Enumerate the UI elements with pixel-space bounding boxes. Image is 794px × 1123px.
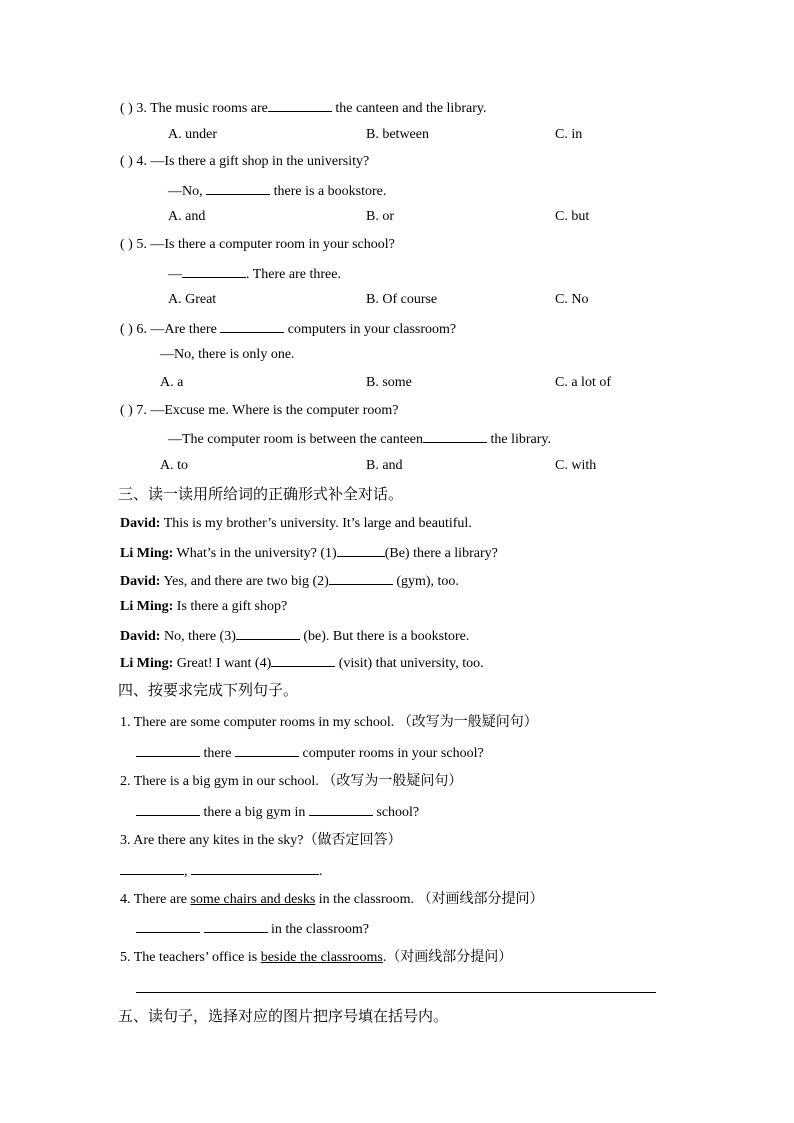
task-5: 5. The teachers’ office is beside the classrooms.（对画线部分提问） bbox=[120, 949, 513, 965]
section-4-title: 四、按要求完成下列句子。 bbox=[118, 681, 299, 699]
answer-blank[interactable] bbox=[337, 543, 385, 557]
task-4: 4. There are some chairs and desks in the classroom. （对画线部分提问） bbox=[120, 891, 544, 907]
option-c[interactable]: C. but bbox=[555, 209, 590, 224]
question-7-line-2: —The computer room is between the canteen the library. bbox=[168, 429, 551, 449]
question-6: ( ) 6. —Are there computers in your classroom? bbox=[120, 319, 456, 339]
option-a[interactable]: A. to bbox=[160, 458, 188, 473]
answer-blank[interactable] bbox=[136, 802, 200, 816]
section-3-title: 三、读一读用所给词的正确形式补全对话。 bbox=[118, 485, 404, 503]
answer-blank[interactable] bbox=[204, 919, 268, 933]
answer-blank[interactable] bbox=[236, 626, 300, 640]
option-b[interactable]: B. some bbox=[366, 375, 412, 390]
option-c[interactable]: C. No bbox=[555, 292, 589, 307]
task-5-answer-line[interactable] bbox=[136, 992, 656, 993]
task-4-answer: in the classroom? bbox=[136, 919, 369, 939]
answer-blank[interactable] bbox=[309, 802, 373, 816]
question-4-line-2: —No, there is a bookstore. bbox=[168, 181, 386, 201]
question-3: ( ) 3. The music rooms are the canteen and the library. bbox=[120, 98, 486, 118]
answer-blank[interactable] bbox=[220, 319, 284, 333]
dialogue-line: David: This is my brother’s university. It’s large and beautiful. bbox=[120, 516, 472, 531]
dialogue-line: Li Ming: Great! I want (4) (visit) that university, too. bbox=[120, 653, 484, 673]
question-4: ( ) 4. —Is there a gift shop in the university? bbox=[120, 154, 370, 169]
option-c[interactable]: C. a lot of bbox=[555, 375, 611, 390]
question-5: ( ) 5. —Is there a computer room in your school? bbox=[120, 237, 395, 252]
dialogue-line: David: Yes, and there are two big (2) (gym), too. bbox=[120, 571, 459, 591]
option-b[interactable]: B. and bbox=[366, 458, 403, 473]
question-5-line-2: — . There are three. bbox=[168, 264, 341, 284]
task-1-answer: there computer rooms in your school? bbox=[136, 743, 484, 763]
option-c[interactable]: C. in bbox=[555, 127, 583, 142]
option-a[interactable]: A. and bbox=[168, 209, 206, 224]
option-b[interactable]: B. or bbox=[366, 209, 394, 224]
answer-blank[interactable] bbox=[329, 571, 393, 585]
task-2-answer: there a big gym in school? bbox=[136, 802, 419, 822]
answer-blank[interactable] bbox=[120, 861, 184, 875]
answer-blank[interactable] bbox=[136, 743, 200, 757]
option-a[interactable]: A. a bbox=[160, 375, 184, 390]
dialogue-line: David: No, there (3) (be). But there is a bookstore. bbox=[120, 626, 469, 646]
answer-blank[interactable] bbox=[423, 429, 487, 443]
section-5-title: 五、读句子，选择对应的图片把序号填在括号内。 bbox=[118, 1007, 449, 1025]
option-c[interactable]: C. with bbox=[555, 458, 597, 473]
dialogue-line: Li Ming: Is there a gift shop? bbox=[120, 599, 288, 614]
answer-blank[interactable] bbox=[191, 861, 255, 875]
answer-blank[interactable] bbox=[136, 919, 200, 933]
option-b[interactable]: B. between bbox=[366, 127, 429, 142]
option-a[interactable]: A. Great bbox=[168, 292, 217, 307]
answer-blank[interactable] bbox=[255, 861, 319, 875]
answer-blank[interactable] bbox=[271, 653, 335, 667]
task-3: 3. Are there any kites in the sky?（做否定回答） bbox=[120, 832, 402, 848]
task-2: 2. There is a big gym in our school. （改写为一般疑问句） bbox=[120, 773, 463, 789]
answer-blank[interactable] bbox=[235, 743, 299, 757]
option-a[interactable]: A. under bbox=[168, 127, 217, 142]
answer-blank[interactable] bbox=[182, 264, 246, 278]
answer-blank[interactable] bbox=[268, 98, 332, 112]
answer-blank[interactable] bbox=[206, 181, 270, 195]
task-1: 1. There are some computer rooms in my school. （改写为一般疑问句） bbox=[120, 714, 538, 730]
question-7: ( ) 7. —Excuse me. Where is the computer room? bbox=[120, 403, 399, 418]
dialogue-line: Li Ming: What’s in the university? (1) (Be) there a library? bbox=[120, 543, 498, 563]
task-3-answer: , . bbox=[120, 861, 323, 881]
question-6-line-2: —No, there is only one. bbox=[160, 347, 295, 362]
option-b[interactable]: B. Of course bbox=[366, 292, 438, 307]
